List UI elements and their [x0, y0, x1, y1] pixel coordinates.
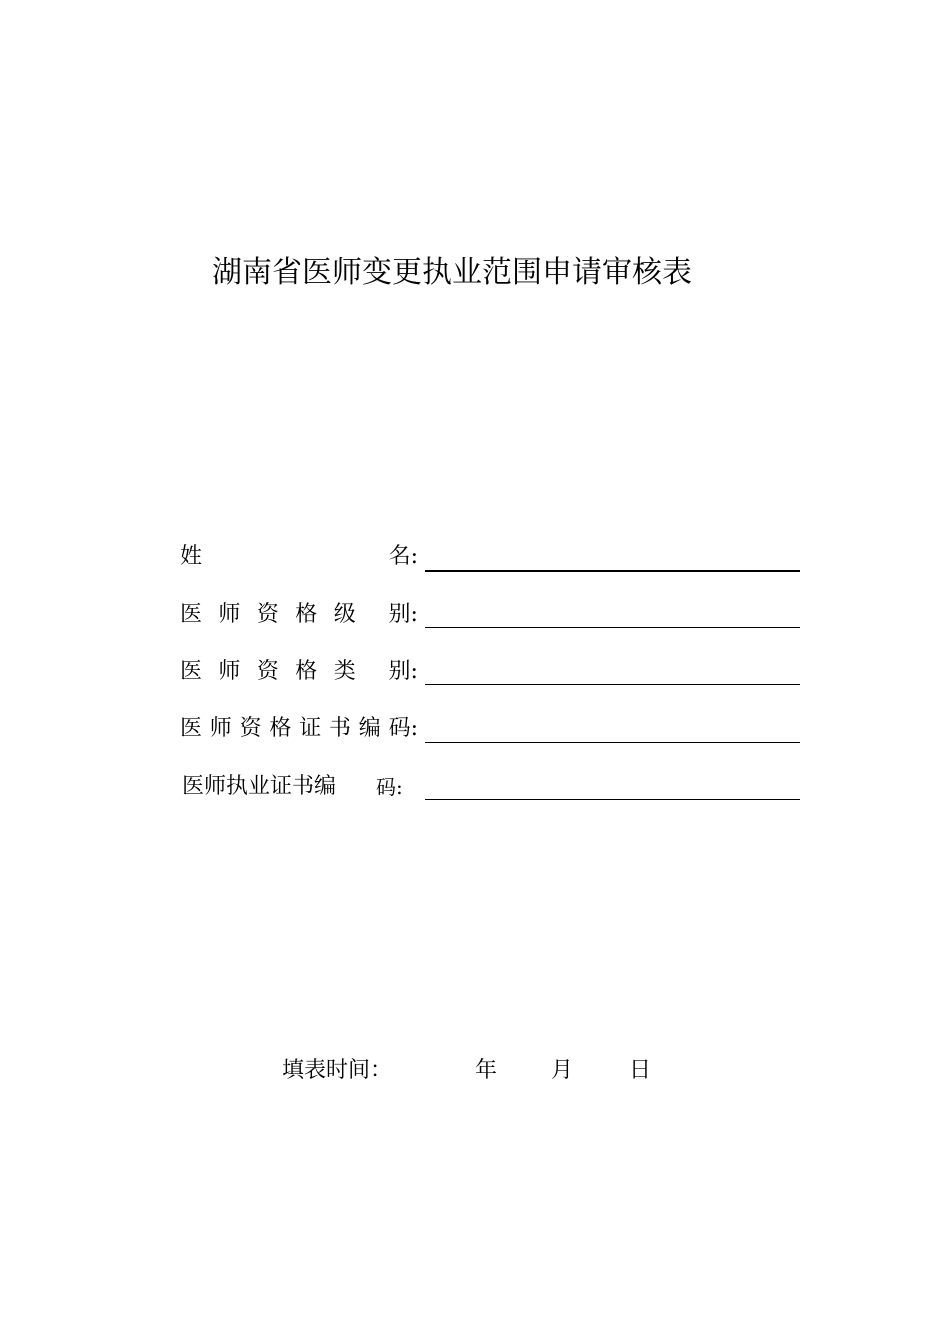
field-label-name — [180, 542, 418, 572]
field-label-part: 医 — [180, 659, 203, 684]
fill-date-year: 年 — [475, 1058, 498, 1083]
field-label-part: 别: — [388, 602, 418, 627]
field-label-part: 医 — [180, 602, 203, 627]
field-label-part: 资 — [256, 659, 279, 684]
field-label-part: 格 — [295, 659, 318, 684]
field-label-part: 名: — [388, 544, 418, 569]
field-label-part: 证 — [299, 716, 322, 741]
field-label-part: 类 — [333, 659, 356, 684]
field-label-part: 编 — [358, 716, 381, 741]
fill-date-label: 填表时间： — [282, 1058, 393, 1083]
field-label-part: 师 — [209, 716, 232, 741]
field-label-qualification-level — [180, 600, 418, 630]
fill-date-month: 月 — [551, 1058, 574, 1083]
field-label-part: 格 — [269, 716, 292, 741]
field-label-part: 码: — [388, 716, 418, 741]
field-label-part: 师 — [218, 602, 241, 627]
field-label-part: 姓 — [180, 544, 203, 569]
field-label-part: 书 — [328, 716, 351, 741]
field-label-part: 医 — [180, 716, 203, 741]
field-label-part: 级 — [333, 602, 356, 627]
qualification-certificate-number-input-line[interactable] — [425, 742, 800, 743]
field-label-part: 别: — [388, 659, 418, 684]
name-input-line[interactable] — [425, 570, 800, 572]
document-title: 湖南省医师变更执业范围申请审核表 — [212, 255, 692, 290]
practice-certificate-number-input-line[interactable] — [425, 799, 800, 800]
field-label-part: 医师执业证书编 — [182, 774, 337, 799]
fill-date-day: 日 — [629, 1058, 652, 1083]
qualification-level-input-line[interactable] — [425, 627, 800, 628]
qualification-category-input-line[interactable] — [425, 684, 800, 685]
field-label-part: 格 — [295, 602, 318, 627]
field-label-part: 资 — [239, 716, 262, 741]
field-label-part: 资 — [256, 602, 279, 627]
field-label-part: 师 — [218, 659, 241, 684]
field-label-practice-certificate-number — [182, 772, 412, 802]
field-label-qualification-category — [180, 657, 418, 687]
field-label-part: 码: — [376, 775, 403, 799]
field-label-qualification-certificate-number — [180, 714, 418, 744]
